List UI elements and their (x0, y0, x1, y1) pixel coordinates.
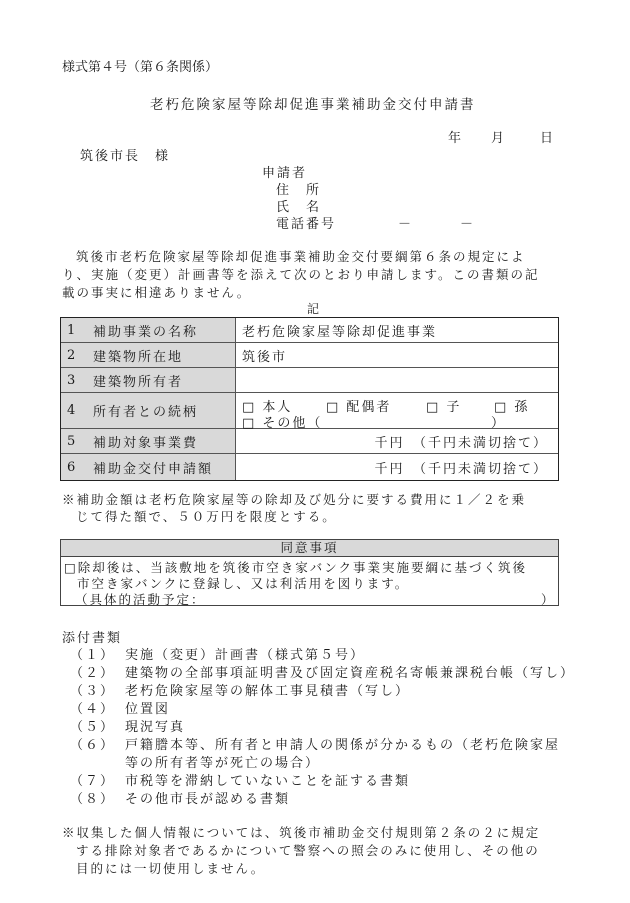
building-location-field[interactable]: 筑後市 (242, 349, 288, 365)
relation-child-checkbox[interactable]: □ 子 (426, 400, 462, 415)
attachment-item: （７） 市税等を滞納していないことを証する書類 (70, 774, 411, 789)
table-row (61, 368, 558, 393)
intro-line-1: 筑後市老朽危険家屋等除却促進事業補助金交付要綱第６条の規定によ (76, 249, 526, 264)
relation-other-close: ） (491, 416, 505, 431)
phone-dash-1: － (398, 217, 412, 232)
row-label: 2 建築物所在地 (61, 343, 236, 367)
consent-checkbox[interactable]: □除却後は、当該敷地を筑後市空き家バンク事業実施要綱に基づく筑後 (64, 560, 528, 575)
ki-mark: 記 (307, 302, 320, 316)
relation-self-checkbox[interactable]: □ 本人 (242, 400, 293, 415)
consent-line-2: 市空き家バンクに登録し、又は利活用を図ります。 (77, 576, 410, 591)
privacy-line-2: する排除対象者であるかについて警察への照会のみに使用し、その他の (76, 843, 540, 858)
consent-heading: 同意事項 (61, 540, 558, 557)
table-row (61, 429, 558, 454)
name-label: 氏 名 (276, 200, 322, 215)
activity-plan-label: （具体的活動予定： (75, 592, 206, 607)
row-label: 1 補助事業の名称 (61, 318, 236, 342)
table-row (61, 318, 558, 343)
attachment-item: （４） 位置図 (70, 702, 171, 717)
attachment-item: （１） 実施（変更）計画書（様式第５号） (70, 648, 366, 663)
attachment-item: （３） 老朽危険家屋等の解体工事見積書（写し） (70, 684, 411, 699)
relation-options (236, 393, 558, 431)
row-label: 4 所有者との続柄 (61, 393, 236, 428)
intro-line-2: り、実施（変更）計画書等を添えて次のとおり申請します。この書類の記 (62, 267, 540, 282)
attachment-item: （５） 現況写真 (70, 720, 186, 735)
date-day: 日 (540, 131, 554, 146)
attachment-item: （８） その他市長が認める書類 (70, 792, 291, 807)
row-label: 3 建築物所有者 (61, 368, 236, 392)
project-cost-field[interactable]: 千円 （千円未満切捨て） (374, 435, 548, 451)
page-title: 老朽危険家屋等除却促進事業補助金交付申請書 (150, 97, 476, 113)
addressee: 筑後市長 様 (80, 149, 171, 164)
address-label: 住 所 (276, 183, 322, 198)
requested-amount-field[interactable]: 千円 （千円未満切捨て） (374, 461, 548, 477)
relation-spouse-checkbox[interactable]: □ 配偶者 (326, 400, 392, 415)
relation-other-checkbox[interactable]: □ その他（ (242, 416, 323, 431)
table-row (61, 393, 558, 429)
project-name-value: 老朽危険家屋等除却促進事業 (242, 324, 438, 340)
relation-grandchild-checkbox[interactable]: □ 孫 (494, 400, 530, 415)
privacy-line-1: ※収集した個人情報については、筑後市補助金交付規則第２条の２に規定 (62, 825, 541, 840)
application-table (60, 317, 559, 481)
attachment-item: （６） 戸籍謄本等、所有者と申請人の関係が分かるもの（老朽危険家屋 (70, 738, 561, 753)
consent-box (60, 539, 559, 606)
attachment-item: 等の所有者等が死亡の場合） (125, 756, 321, 771)
intro-line-3: 載の事実に相違ありません。 (62, 285, 252, 300)
attachments-heading: 添付書類 (62, 631, 123, 646)
row-label: 6 補助金交付申請額 (61, 454, 236, 480)
table-row (61, 343, 558, 368)
date-year: 年 (448, 131, 462, 146)
privacy-line-3: 目的には一切使用しません。 (76, 861, 266, 876)
attachment-item: （２） 建築物の全部事項証明書及び固定資産税名寄帳兼課税台帳（写し） (70, 666, 576, 681)
form-label: 様式第４号（第６条関係） (62, 60, 219, 75)
table-row (61, 454, 558, 480)
building-owner-field[interactable] (236, 368, 558, 392)
applicant-heading: 申請者 (262, 166, 308, 181)
activity-plan-close: ） (541, 592, 554, 607)
note-line-2: じて得た額で、５０万円を限度とする。 (76, 509, 337, 524)
phone-label: 電話番号 (276, 217, 337, 232)
note-line-1: ※補助金額は老朽危険家屋等の除却及び処分に要する費用に１／２を乗 (62, 492, 527, 507)
phone-dash-2: － (460, 217, 474, 232)
row-label: 5 補助対象事業費 (61, 429, 236, 453)
date-month: 月 (491, 131, 505, 146)
